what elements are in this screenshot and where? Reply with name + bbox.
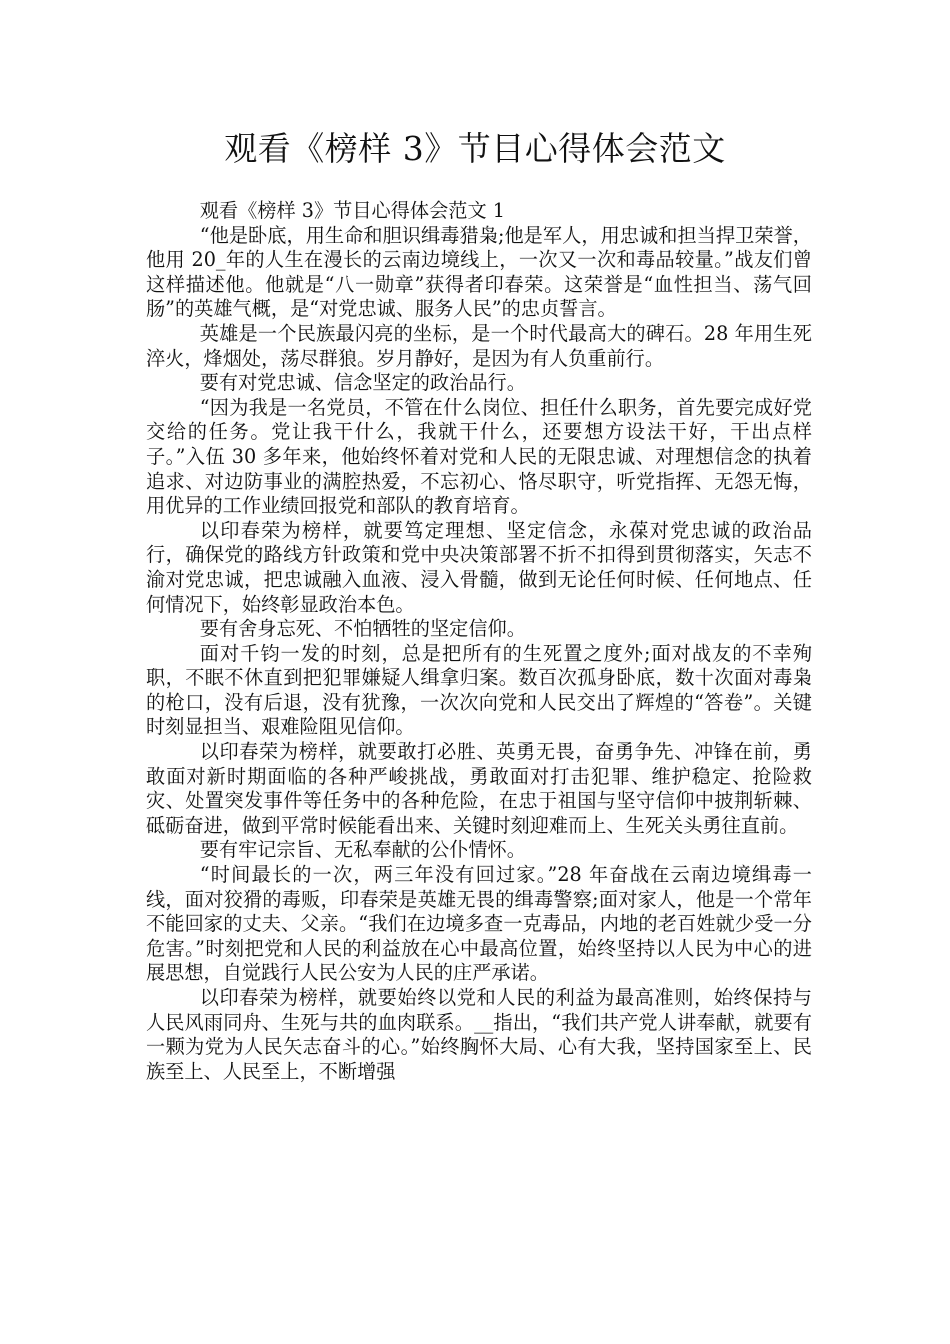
paragraph: “他是卧底，用生命和胆识缉毒猎枭;他是军人，用忠诚和担当捍卫荣誉，他用 20_年的人生在漫长的云南边境线上，一次又一次和毒品较量。”战友们曾这样描述他。他就是“八一勋章”获得者印春荣。这荣誉是“血性担当、荡气回肠”的英雄气概，是“对党忠诚、服务人民”的忠贞誓言。 [146,223,812,321]
paragraph-heading: 要有舍身忘死、不怕牺牲的坚定信仰。 [199,617,526,641]
paragraph: 英雄是一个民族最闪亮的坐标，是一个时代最高大的碑石。28 年用生死淬火，烽烟处，荡尽群狼。岁月静好，是因为有人负重前行。 [146,321,812,370]
paragraph: 以印春荣为榜样，就要敢打必胜、英勇无畏，奋勇争先、冲锋在前，勇敢面对新时期面临的各种严峻挑战，勇敢面对打击犯罪、维护稳定、抢险救灾、处置突发事件等任务中的各种危险，在忠于祖国与坚守信仰中披荆斩棘、砥砺奋进，做到平常时候能看出来、关键时刻迎难而上、生死关头勇往直前。 [146,740,812,837]
paragraph: “因为我是一名党员，不管在什么岗位、担任什么职务，首先要完成好党交给的任务。党让我干什么，我就干什么，还要想方设法干好，干出点样子。”入伍 30 多年来，他始终怀着对党和人民的无限忠诚、对理想信念的执着追求、对边防事业的满腔热爱，不忘初心、恪尽职守，听党指挥、无怨无悔，用优异的工作业绩回报党和部队的教育培育。 [146,395,812,518]
section-heading: 观看《榜样 3》节目心得体会范文 1 [199,199,505,222]
document-title: 观看《榜样 3》节目心得体会范文 [224,129,726,168]
paragraph-heading: 要有牢记宗旨、无私奉献的公仆情怀。 [199,838,526,862]
paragraph: “时间最长的一次，两三年没有回过家。”28 年奋战在云南边境缉毒一线，面对狡猾的毒贩，印春荣是英雄无畏的缉毒警察;面对家人，他是一个常年不能回家的丈夫、父亲。“我们在边境多查一克毒品，内地的老百姓就少受一分危害。”时刻把党和人民的利益放在心中最高位置，始终坚持以人民为中心的进展思想，自觉践行人民公安为人民的庄严承诺。 [146,863,812,985]
paragraph: 以印春荣为榜样，就要始终以党和人民的利益为最高准则，始终保持与人民风雨同舟、生死与共的血肉联系。__指出，“我们共产党人讲奉献，就要有一颗为党为人民矢志奋斗的心。”始终胸怀大局、心有大我，坚持国家至上、民族至上、人民至上，不断增强 [146,986,812,1083]
paragraph: 面对千钧一发的时刻，总是把所有的生死置之度外;面对战友的不幸殉职，不眠不休直到把犯罪嫌疑人缉拿归案。数百次孤身卧底，数十次面对毒枭的枪口，没有后退，没有犹豫，一次次向党和人民交出了辉煌的“答卷”。关键时刻显担当、艰难险阻见信仰。 [146,641,812,739]
document-body [146,199,812,1084]
paragraph-heading: 要有对党忠诚、信念坚定的政治品行。 [199,371,526,395]
paragraph: 以印春荣为榜样，就要笃定理想、坚定信念，永葆对党忠诚的政治品行，确保党的路线方针政策和党中央决策部署不折不扣得到贯彻落实，矢志不渝对党忠诚，把忠诚融入血液、浸入骨髓，做到无论任何时候、任何地点、任何情况下，始终彰显政治本色。 [146,518,812,616]
